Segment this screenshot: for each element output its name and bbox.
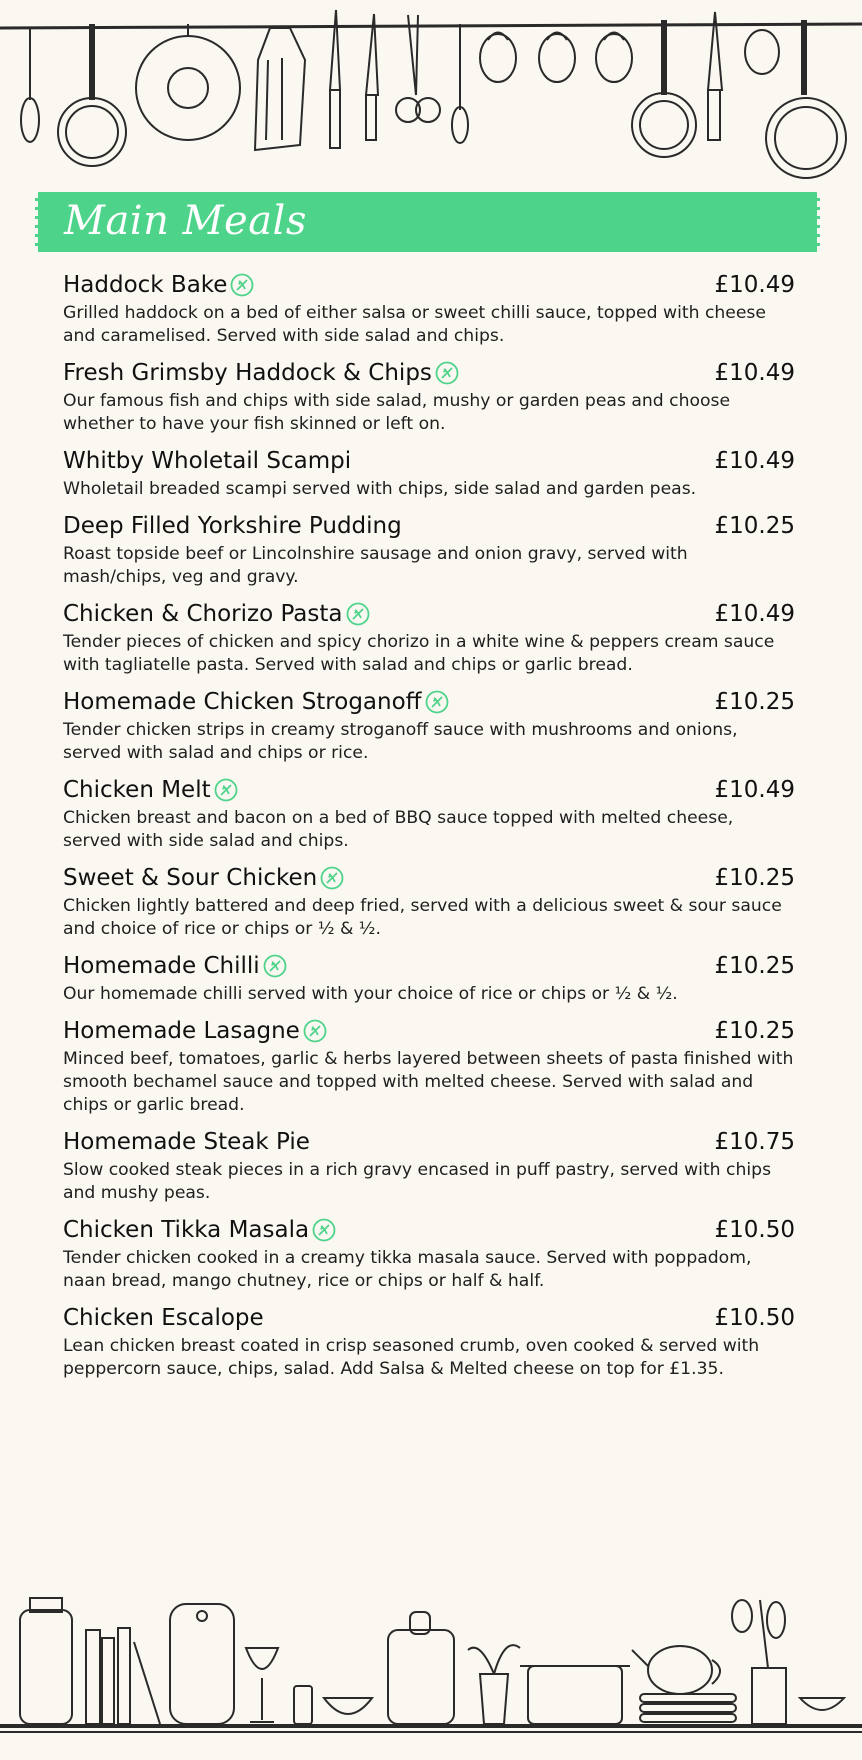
- knife-icon: [366, 14, 378, 140]
- measuring-cup-icon: [596, 33, 632, 83]
- menu-item: [63, 949, 795, 1006]
- menu-item-name: Homemade Chicken Stroganoff: [63, 689, 422, 715]
- menu-item: [63, 1125, 795, 1205]
- menu-item: [63, 268, 795, 348]
- menu-item-name: Chicken Tikka Masala: [63, 1217, 310, 1243]
- salt-shaker-icon: [294, 1686, 312, 1724]
- gluten-free-icon: [263, 954, 287, 978]
- measuring-cup-icon: [539, 33, 575, 83]
- menu-item-description: Wholetail breaded scampi served with chips, side salad and garden peas.: [63, 479, 697, 499]
- menu-item: [63, 509, 795, 589]
- books-icon: [86, 1628, 160, 1724]
- menu-item-price: £10.50: [714, 1305, 795, 1331]
- gluten-free-icon: [214, 778, 238, 802]
- menu-item-price: £10.49: [714, 601, 795, 627]
- scissors-icon: [396, 15, 440, 122]
- menu-item: [63, 861, 795, 941]
- menu-item-description: Our homemade chilli served with your choice of rice or chips or ½ & ½.: [63, 984, 678, 1004]
- menu-item-price: £10.25: [714, 513, 795, 539]
- menu-item-price: £10.75: [714, 1129, 795, 1155]
- menu-item: [63, 685, 795, 765]
- saucepan-icon: [632, 20, 696, 157]
- menu-item-price: £10.50: [714, 1217, 795, 1243]
- plates-icon: [640, 1694, 736, 1722]
- menu-item-price: £10.25: [714, 865, 795, 891]
- knife-icon: [708, 12, 722, 140]
- menu-list: [63, 268, 795, 1389]
- gluten-free-icon: [320, 866, 344, 890]
- menu-item: [63, 1301, 795, 1381]
- plant-pot-icon: [468, 1645, 520, 1724]
- gluten-free-icon: [425, 690, 449, 714]
- menu-item-description: Minced beef, tomatoes, garlic & herbs layered between sheets of pasta finished with smooth bechamel sauce and topped with melted cheese. Served with salad and chips or garlic bread.: [63, 1049, 794, 1115]
- menu-item-name: Chicken Escalope: [63, 1305, 264, 1331]
- menu-item-price: £10.25: [714, 1018, 795, 1044]
- menu-item-name: Homemade Lasagne: [63, 1018, 300, 1044]
- section-banner: [35, 192, 820, 252]
- towel-icon: [255, 28, 305, 150]
- menu-item-description: Roast topside beef or Lincolnshire sausage and onion gravy, served with mash/chips, veg and gravy.: [63, 544, 688, 587]
- utensil-holder-icon: [732, 1600, 786, 1724]
- menu-item-description: Tender chicken strips in creamy stroganoff sauce with mushrooms and onions, served with salad and chips or rice.: [63, 720, 738, 763]
- spatula-icon: [452, 24, 468, 143]
- menu-item-name: Whitby Wholetail Scampi: [63, 448, 352, 474]
- teapot-icon: [632, 1646, 720, 1694]
- menu-item-description: Slow cooked steak pieces in a rich gravy encased in puff pastry, served with chips and mushy peas.: [63, 1160, 772, 1203]
- gluten-free-icon: [435, 361, 459, 385]
- bowl-icon: [800, 1698, 844, 1710]
- spoon-icon: [21, 28, 39, 142]
- kitchen-shelf-illustration: [0, 1590, 862, 1760]
- wine-glass-icon: [246, 1648, 278, 1722]
- section-title: Main Meals: [64, 198, 307, 244]
- hanging-utensils-illustration: [0, 0, 862, 190]
- menu-item: [63, 597, 795, 677]
- menu-item: [63, 444, 795, 501]
- wok-icon: [136, 24, 240, 140]
- gluten-free-icon: [230, 273, 254, 297]
- gluten-free-icon: [303, 1019, 327, 1043]
- menu-item: [63, 773, 795, 853]
- measuring-cup-icon: [745, 30, 779, 74]
- menu-item-name: Homemade Chilli: [63, 953, 260, 979]
- menu-item: [63, 356, 795, 436]
- jar-icon: [20, 1598, 72, 1724]
- gluten-free-icon: [312, 1218, 336, 1242]
- menu-item-description: Our famous fish and chips with side salad, mushy or garden peas and choose whether to have your fish skinned or left on.: [63, 391, 731, 434]
- menu-item-description: Chicken breast and bacon on a bed of BBQ sauce topped with melted cheese, served with side salad and chips.: [63, 808, 734, 851]
- frying-pan-icon: [58, 24, 126, 166]
- menu-item-description: Tender pieces of chicken and spicy chorizo in a white wine & peppers cream sauce with tagliatelle pasta. Served with salad and chips or garlic bread.: [63, 632, 775, 675]
- gluten-free-icon: [346, 602, 370, 626]
- menu-item-description: Chicken lightly battered and deep fried, served with a delicious sweet & sour sauce and choice of rice or chips or ½ & ½.: [63, 896, 782, 939]
- knife-icon: [330, 10, 340, 148]
- menu-item-price: £10.49: [714, 360, 795, 386]
- menu-item-price: £10.25: [714, 953, 795, 979]
- menu-item-description: Grilled haddock on a bed of either salsa or sweet chilli sauce, topped with cheese and caramelised. Served with side salad and chips.: [63, 303, 766, 346]
- menu-item-price: £10.25: [714, 689, 795, 715]
- menu-item-name: Sweet & Sour Chicken: [63, 865, 318, 891]
- cutting-board-icon: [170, 1604, 234, 1724]
- menu-item: [63, 1014, 795, 1117]
- menu-item-price: £10.49: [714, 777, 795, 803]
- cutting-board-icon: [388, 1612, 454, 1724]
- menu-item-name: Fresh Grimsby Haddock & Chips: [63, 360, 432, 386]
- menu-item-name: Chicken & Chorizo Pasta: [63, 601, 343, 627]
- menu-item: [63, 1213, 795, 1293]
- bowl-icon: [324, 1698, 372, 1714]
- menu-item-name: Haddock Bake: [63, 272, 228, 298]
- menu-item-price: £10.49: [714, 272, 795, 298]
- menu-item-name: Deep Filled Yorkshire Pudding: [63, 513, 402, 539]
- menu-item-name: Chicken Melt: [63, 777, 211, 803]
- menu-item-description: Tender chicken cooked in a creamy tikka masala sauce. Served with poppadom, naan bread, mango chutney, rice or chips or half & half.: [63, 1248, 752, 1291]
- cooking-pot-icon: [520, 1666, 630, 1724]
- menu-item-name: Homemade Steak Pie: [63, 1129, 310, 1155]
- menu-item-price: £10.49: [714, 448, 795, 474]
- menu-item-description: Lean chicken breast coated in crisp seasoned crumb, oven cooked & served with peppercorn sauce, chips, salad. Add Salsa & Melted cheese on top for £1.35.: [63, 1336, 760, 1379]
- measuring-cup-icon: [480, 33, 516, 83]
